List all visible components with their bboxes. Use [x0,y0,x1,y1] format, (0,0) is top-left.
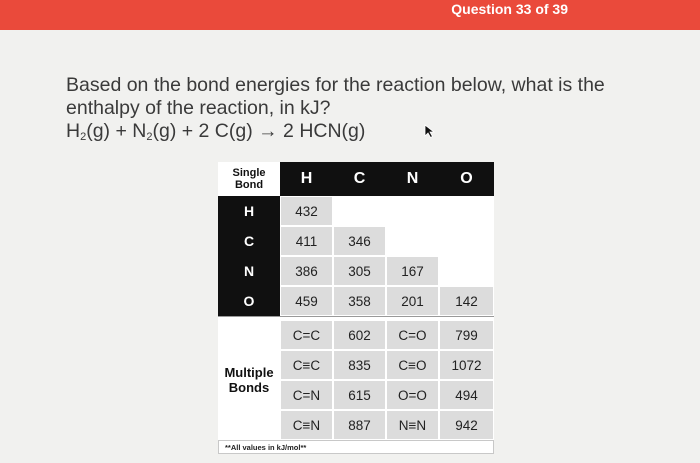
multi-bond-value: 887 [333,410,386,440]
multi-bond-name: C≡N [280,410,333,440]
multi-bond-name: C≡O [386,350,439,380]
column-header-n: N [386,162,439,196]
multiple-bonds-label: Multiple Bonds [224,365,274,395]
multi-bond-value: 494 [439,380,494,410]
mouse-pointer-icon [424,124,436,138]
bond-value-n-h: 386 [280,256,333,286]
top-bar [0,0,700,30]
bond-value-c-h: 411 [280,226,333,256]
multi-bond-value: 602 [333,320,386,350]
multi-bond-name: C=N [280,380,333,410]
multi-bond-value: 615 [333,380,386,410]
multi-bond-value: 835 [333,350,386,380]
section-divider [218,316,494,317]
row-header-n: N [218,256,280,286]
bond-value-n-c: 305 [333,256,386,286]
row-header-c: C [218,226,280,256]
question-text: Based on the bond energies for the reaction below, what is the enthalpy of the reaction, in kJ? [66,74,605,119]
bond-value-c-c: 346 [333,226,386,256]
multi-bond-name: N≡N [386,410,439,440]
bond-energy-table [218,162,494,452]
row-header-o: O [218,286,280,316]
bond-value-o-c: 358 [333,286,386,316]
column-header-c: C [333,162,386,196]
multi-bond-name: C≡C [280,350,333,380]
multi-bond-name: C=C [280,320,333,350]
multi-bond-name: O=O [386,380,439,410]
units-footnote: **All values in kJ/mol** [218,440,494,454]
column-header-o: O [439,162,494,196]
bond-value-o-o: 142 [439,286,494,316]
reaction-equation: $H_2(g) + N_2(g) + 2$ C(g) → 2 HCN(g) [66,120,366,143]
multi-bond-value: 1072 [439,350,494,380]
bond-value-o-n: 201 [386,286,439,316]
bond-value-h-h: 432 [280,196,333,226]
row-header-h: H [218,196,280,226]
question-counter: Question 33 of 39 [451,1,568,17]
multi-bond-name: C=O [386,320,439,350]
bond-value-n-n: 167 [386,256,439,286]
column-header-h: H [280,162,333,196]
multi-bond-value: 942 [439,410,494,440]
bond-value-o-h: 459 [280,286,333,316]
multi-bond-value: 799 [439,320,494,350]
single-bond-corner-label: Single Bond [218,162,280,196]
